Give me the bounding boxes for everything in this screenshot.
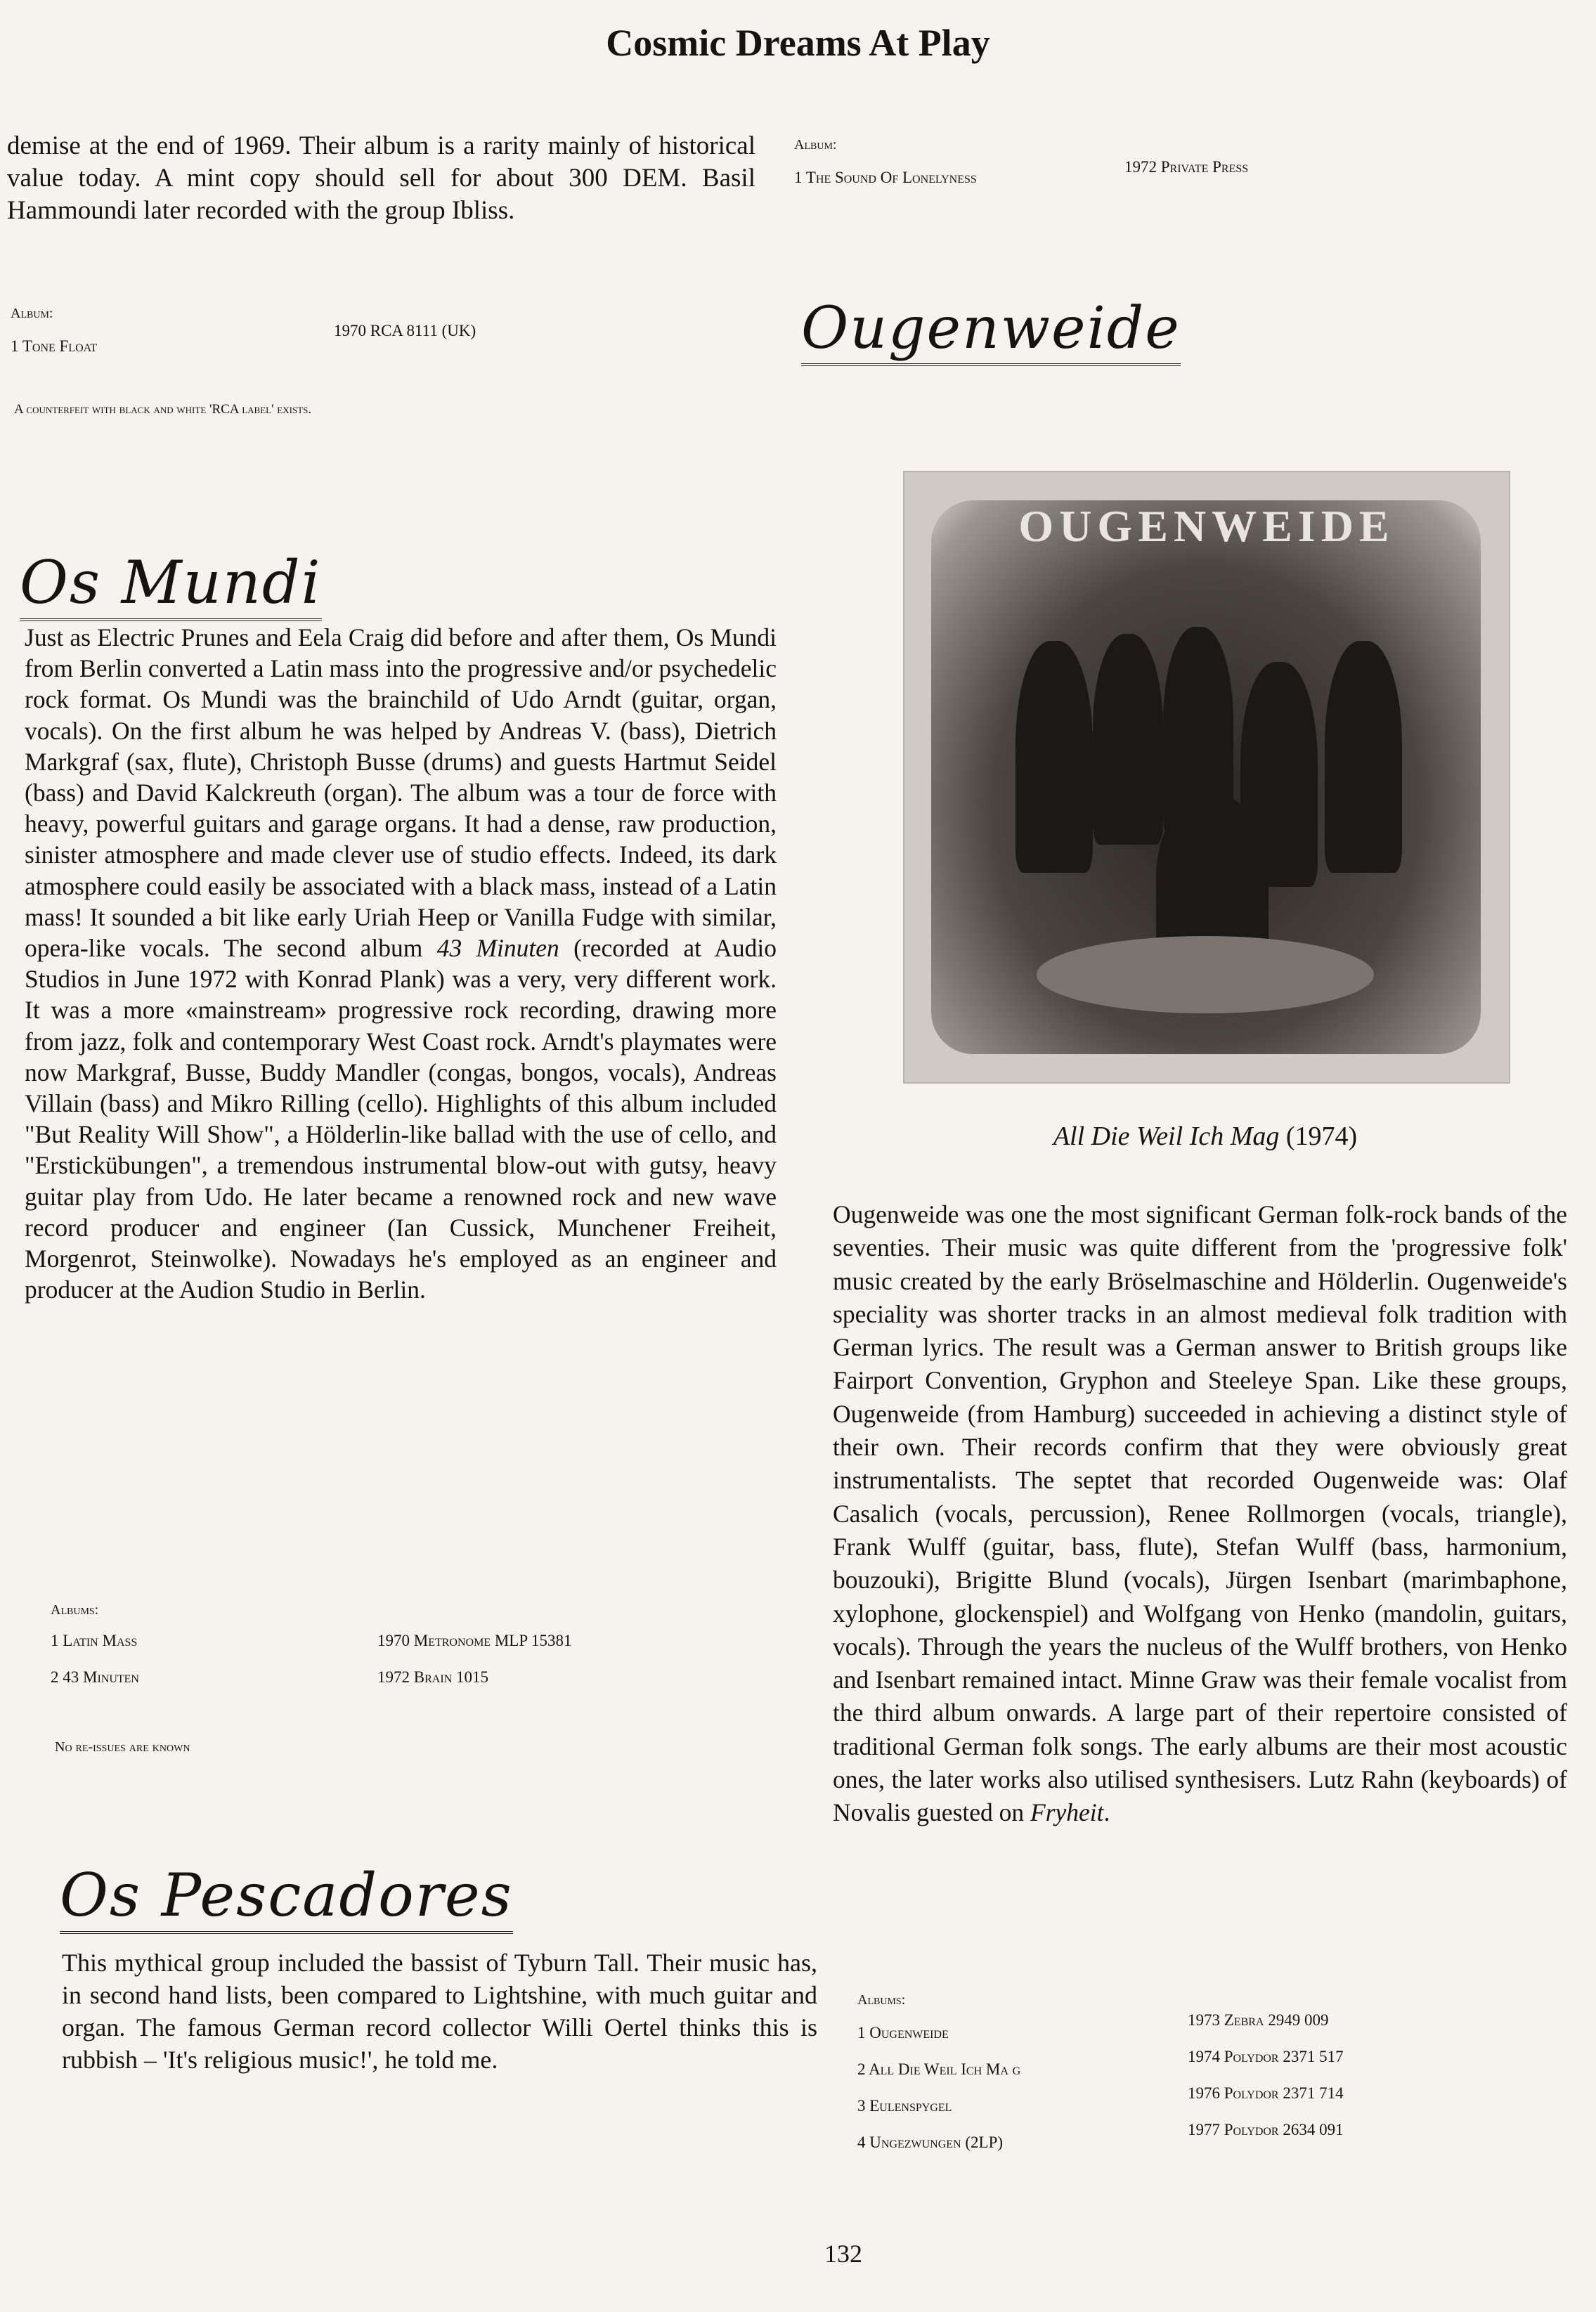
album-info: 1976 Polydor 2371 714 xyxy=(1188,2084,1344,2102)
discography-row xyxy=(51,1668,683,1705)
album-info: 1972 Brain 1015 xyxy=(377,1668,488,1686)
os-mundi-italic: 43 Minuten xyxy=(436,934,559,963)
album-title: 4 Ungezwungen (2LP) xyxy=(857,2134,1004,2151)
ougenweide-text: Ougenweide was one the most significant German folk-rock bands of the seventies. Their music was quite different from the 'progressive folk' music created by the early Bröselmaschine and Hölderlin. Ougenweide's speciality was shorter tracks in an almost medieval folk tradition with German lyrics. The result was a German answer to British groups like Fairport Convention, Gryphon and Steeleye Span. Like these groups, Ougenweide (from Hamburg) succeeded in achieving a distinct style of their own. Their records confirm that they were obviously great instrumentalists. The septet that recorded Ougenweide was: Olaf Casalich (vocals, percussion), Renee Rollmorgen (vocals, triangle), Frank Wulff (guitar, bass, flute), Stefan Wulff (bass, harmonium, bouzouki), Brigitte Blund (vocals), Jürgen Isenbart (marimbaphone, xylophone, glockenspiel) and Wolfgang von Henko (mandolin, guitars, vocals). Through the years the nucleus of the Wulff brothers, von Henko and Isenbart remained intact. Minne Graw was their female vocalist from the third album onwards. A large part of their repertoire consisted of traditional German folk songs. The early albums are their most acoustic ones, the later works also utilised synthesisers. Lutz Rahn (keyboards) of Novalis guested on xyxy=(833,1200,1567,1827)
albums-label: Albums: xyxy=(857,1992,906,2008)
album-info: 1973 Zebra 2949 009 xyxy=(1188,2011,1329,2029)
album-title: 1 Tone Float xyxy=(11,337,98,355)
section-heading-os-mundi: Os Mundi xyxy=(20,548,322,621)
os-mundi-discography xyxy=(51,1632,683,1705)
top-left-paragraph: demise at the end of 1969. Their album is a rarity mainly of historical value today. A mint copy should sell for about 300 DEM. Basil Hammoundi later recorded with the group Ibliss. xyxy=(7,131,755,225)
band-photo xyxy=(931,500,1481,1054)
album-title-right: 1 The Sound Of Lonelyness xyxy=(794,169,977,186)
album-cover-image xyxy=(903,471,1510,1084)
album-info: 1974 Polydor 2371 517 xyxy=(1188,2048,1344,2065)
album-info: 1970 RCA 8111 (UK) xyxy=(334,322,476,339)
album-label-right: Album: xyxy=(794,137,837,152)
ougenweide-italic: Fryheit xyxy=(1030,1798,1104,1827)
album-title: 1 Latin Mass xyxy=(51,1632,138,1649)
ougenweide-discography xyxy=(857,2011,1490,2170)
discography-row xyxy=(857,2011,1490,2060)
discography-row xyxy=(857,2048,1490,2097)
album-title: 3 Eulenspygel xyxy=(857,2097,952,2115)
discography-row xyxy=(857,2121,1490,2170)
ougenweide-paragraph xyxy=(833,1198,1567,1830)
image-caption xyxy=(903,1121,1507,1152)
album-info: 1970 Metronome MLP 15381 xyxy=(377,1632,572,1649)
caption-year: (1974) xyxy=(1285,1122,1358,1151)
page-number: 132 xyxy=(824,2240,862,2268)
album-info-right: 1972 Private Press xyxy=(1124,158,1249,176)
os-mundi-paragraph xyxy=(25,622,777,1305)
discography-row xyxy=(51,1632,683,1668)
discography-row xyxy=(857,2084,1490,2134)
album-label: Album: xyxy=(11,306,53,321)
counterfeit-note: A counterfeit with black and white 'RCA label' exists. xyxy=(14,402,312,417)
section-heading-os-pescadores: Os Pescadores xyxy=(60,1861,513,1934)
reissue-note: No re-issues are known xyxy=(55,1739,190,1755)
album-title: 2 43 Minuten xyxy=(51,1668,139,1686)
album-title: 2 All Die Weil Ich Ma g xyxy=(857,2060,1021,2078)
os-pescadores-paragraph: This mythical group included the bassist of Tyburn Tall. Their music has, in second hand lists, been compared to Lightshine, with much guitar and organ. The famous German record collector Willi Oertel thinks this is rubbish – 'It's religious music!', he told me. xyxy=(62,1949,817,2074)
ougenweide-text-end: . xyxy=(1103,1798,1110,1827)
os-mundi-text-rest: (recorded at Audio Studios in June 1972 with Konrad Plank) was a very, very different work. It was a more «mainstream» progressive rock recording, drawing more from jazz, folk and contemporary West Coast rock. Arndt's playmates were now Markgraf, Busse, Buddy Mandler (congas, bongos, vocals), Andreas Villain (bass) and Mikro Rilling (cello). Highlights of this album included "But Reality Will Show", a Hölderlin-like ballad with the use of cello, and "Erstickübungen", a tremendous instrumental blow-out with gutsy, heavy guitar play from Udo. He later became a renowned rock and new wave record producer and engineer (Ian Cussick, Munchener Freiheit, Morgenrot, Steinwolke). Nowadays he's employed as an engineer and producer at the Audion Studio in Berlin. xyxy=(25,934,777,1304)
page-title: Cosmic Dreams At Play xyxy=(606,22,990,64)
album-info: 1977 Polydor 2634 091 xyxy=(1188,2121,1344,2138)
caption-title: All Die Weil Ich Mag xyxy=(1053,1122,1280,1151)
albums-label: Albums: xyxy=(51,1602,99,1618)
cover-title: OUGENWEIDE xyxy=(1018,501,1395,551)
album-title: 1 Ougenweide xyxy=(857,2024,949,2041)
os-mundi-text: Just as Electric Prunes and Eela Craig did before and after them, Os Mundi from Berlin converted a Latin mass into the progressive and/or psychedelic rock format. Os Mundi was the brainchild of Udo Arndt (guitar, organ, vocals). On the first album he was helped by Andreas V. (bass), Dietrich Markgraf (sax, flute), Christoph Busse (drums) and guests Hartmut Seidel (bass) and David Kalckreuth (organ). The album was a tour de force with heavy, powerful guitars and garage organs. It had a dense, raw production, sinister atmosphere and made clever use of studio effects. Indeed, its dark atmosphere could easily be associated with a black mass, instead of a Latin mass! It sounded a bit like early Uriah Heep or Vanilla Fudge with similar, opera-like vocals. The second album xyxy=(25,623,777,963)
section-heading-ougenweide: Ougenweide xyxy=(801,295,1181,366)
